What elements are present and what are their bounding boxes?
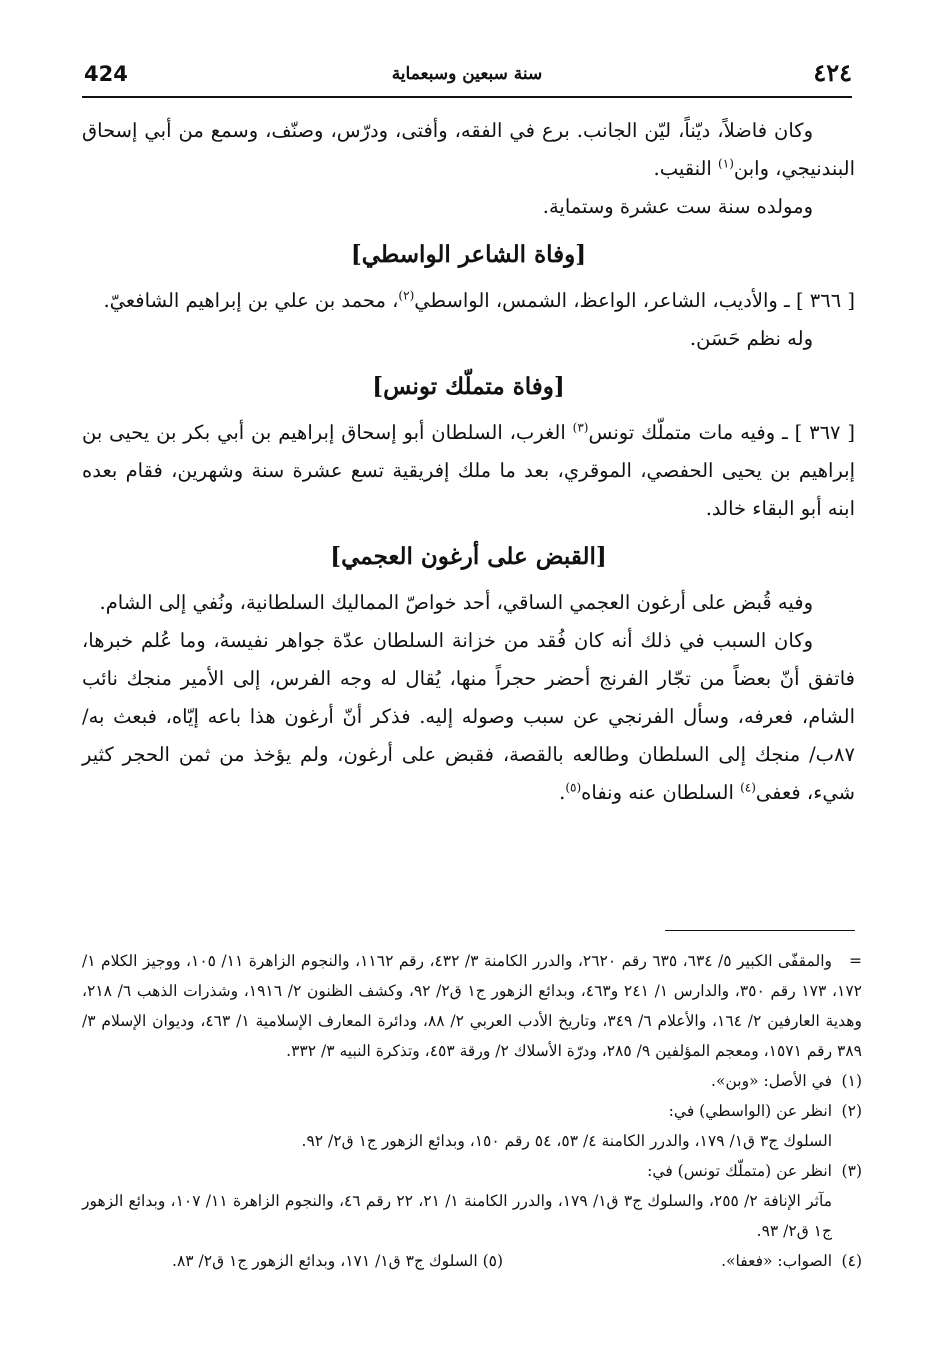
footnote-4: (٤)الصواب: «فعفا». bbox=[721, 1252, 862, 1270]
footnote-ref: (٥) bbox=[565, 780, 582, 795]
section-heading: [القبض على أرغون العجمي] bbox=[330, 543, 607, 570]
main-text bbox=[82, 112, 855, 812]
page-header bbox=[82, 56, 852, 98]
section-heading: [وفاة الشاعر الواسطي] bbox=[350, 241, 587, 268]
footnote-ref: (١) bbox=[718, 156, 734, 171]
section-heading: [وفاة متملّك تونس] bbox=[372, 373, 565, 400]
entry-paragraph: [ ٣٦٧ ] ـ وفيه مات متملّك تونس$^{(٣)}$ الغرب، السلطان أبو إسحاق إبراهيم بن أبي بكر بن يحيى بن إبراهيم بن يحيى الحفصي، الموقري، بعد ما ملك إفريقية تسع عشرة سنة وشهرين، فقام بعده ابنه أبو البقاء خالد. bbox=[82, 420, 855, 520]
paragraph: وفيه قُبض على أرغون العجمي الساقي، أحد خواصّ المماليك السلطانية، ونُفي إلى الشام. bbox=[99, 591, 813, 614]
continuation-mark: = bbox=[849, 952, 862, 970]
paragraph: ومولده سنة ست عشرة وستماية. bbox=[542, 195, 813, 218]
footnote-ref: (٣) bbox=[572, 420, 589, 435]
footnote-3-sources: مآثر الإنافة ٢/ ٢٥٥، والسلوك ج٣ ق١/ ١٧٩، والدرر الكامنة ١/ ٢١، ٢٢ رقم ٤٦، والنجوم الزاهرة ١١/ ١٠٧، وبدائع الزهور ج١ ق٢/ ٩٣. bbox=[82, 1192, 832, 1240]
footnotes bbox=[82, 946, 862, 1276]
footnote-5: (٥) السلوك ج٣ ق١/ ١٧١، وبدائع الزهور ج١ ق٢/ ٨٣. bbox=[172, 1252, 504, 1270]
paragraph: وله نظم حَسَن. bbox=[689, 327, 813, 350]
footnote-3: (٣)انظر عن (متملّك تونس) في: bbox=[647, 1162, 862, 1180]
footnote-continuation: =والمقفّى الكبير ٥/ ٦٣٤، ٦٣٥ رقم ٢٦٢٠، والدرر الكامنة ٣/ ٤٣٢، رقم ١١٦٢، والنجوم الزاهرة ١١/ ١٠٥، ووجيز الكلام ١/ ١٧٢، ١٧٣ رقم ٣٥٠، والدارس ١/ ٢٤١ و٤٦٣، وبدائع الزهور ج١ ق٢/ ٩٢، وكشف الظنون ٢/ ١٩١٦، وشذرات الذهب ٦/ ٢١٨، وهدية العارفين ٢/ ١٦٤، والأعلام ٦/ ٣٤٩، وتاريخ الأدب العربي ٢/ ٨٨، ودائرة المعارف الإسلامية ١/ ٤٦٣، وديوان الإسلام ٣/ ٣٨٩ رقم ١٥٧١، ومعجم المؤلفين ٩/ ٢٨٥، ودرّة الأسلاك ٢/ ورقة ٤٥٣، وتذكرة النبيه ٣/ ٣٣٢. bbox=[82, 946, 862, 1066]
footnote-2: (٢)انظر عن (الواسطي) في: bbox=[668, 1102, 862, 1120]
entry-paragraph: [ ٣٦٦ ] ـ والأديب، الشاعر، الواعظ، الشمس، الواسطي$^{(٢)}$، محمد بن علي بن إبراهيم الشافعيّ. bbox=[103, 288, 855, 312]
page-number-latin: 424 bbox=[84, 62, 128, 86]
footnote-ref: (٢) bbox=[398, 288, 415, 303]
paragraph: وكان فاضلاً، ديّناً، ليّن الجانب. برع في الفقه، وأفتى، ودرّس، وصنّف، وسمع من أبي إسحاق البندنيجي، وابن$^{(١)}$ النقيب. bbox=[82, 119, 855, 180]
footnotes-4-5 bbox=[82, 1246, 862, 1276]
footnote-1: (١)في الأصل: «وبن». bbox=[711, 1072, 862, 1090]
running-title: سنة سبعين وسبعماية bbox=[391, 64, 543, 84]
footnote-divider bbox=[665, 930, 855, 931]
footnote-2-sources: السلوك ج٣ ق١/ ١٧٩، والدرر الكامنة ٤/ ٥٣، ٥٤ رقم ١٥٠، وبدائع الزهور ج١ ق٢/ ٩٢. bbox=[301, 1132, 832, 1150]
paragraph: وكان السبب في ذلك أنه كان فُقد من خزانة السلطان عدّة جواهر نفيسة، وما عُلم خبرها، فاتفق أنّ بعضاً من تجّار الفرنج أحضر حجراً منها، يُقال له وجه الفرس، إلى الأمير منجك نائب الشام، فعرفه، وسأل الفرنجي عن سبب وصوله إليه. فذكر أنّ أرغون هذا باعه إيّاه، فبعث به/ ٨٧ب/ منجك إلى السلطان وطالعه بالقصة، فقبض على أرغون، ولم يؤخذ من ثمن الحجر كثير شيء، فعفى$^{(٤)}$ السلطان عنه ونفاه$^{(٥)}$. bbox=[82, 629, 855, 804]
footnote-ref: (٤) bbox=[740, 780, 756, 795]
page-number-arabic: ٤٢٤ bbox=[813, 58, 852, 87]
